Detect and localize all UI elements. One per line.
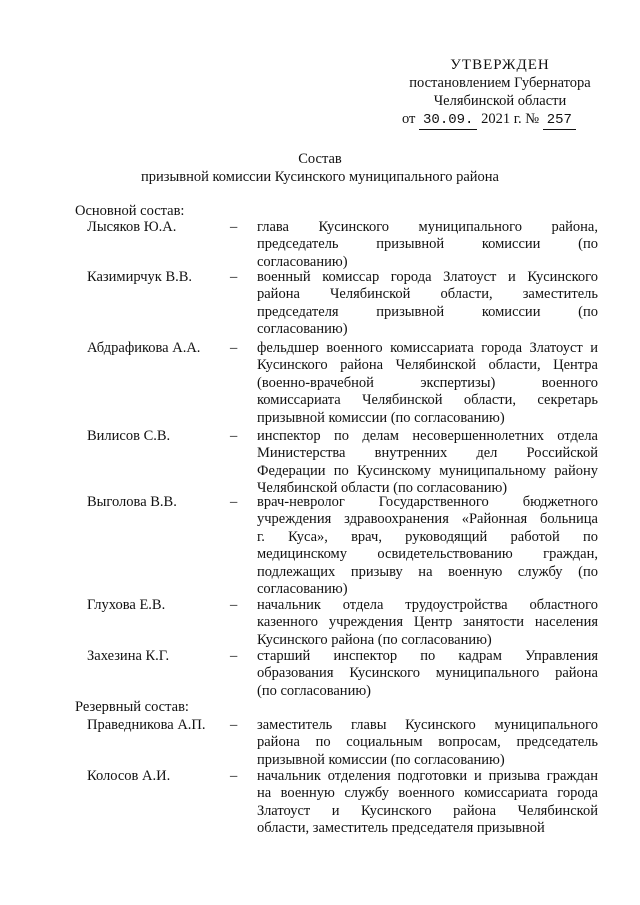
position-line: старший инспектор по кадрам Управления xyxy=(257,648,598,664)
position-line: образования Кусинского муниципального района xyxy=(257,665,598,682)
title-line-1: Состав xyxy=(298,151,342,167)
approval-year: 2021 г. № xyxy=(481,111,540,127)
position-line: на военную службу военного комиссариата города xyxy=(257,785,598,802)
dash-separator: – xyxy=(230,494,238,510)
member-position xyxy=(257,428,598,498)
position-line: (по согласованию) xyxy=(257,682,371,699)
member-position xyxy=(257,219,598,271)
approval-date: 30.09. xyxy=(419,111,477,130)
position-line: призывной комиссии (по согласованию) xyxy=(257,409,505,426)
position-line: Златоуст и Кусинского района Челябинской xyxy=(257,802,598,819)
position-line: казенного учреждения Центр занятости населения xyxy=(257,614,598,631)
position-line: г. Куса», врач, руководящий работой по xyxy=(257,528,598,545)
dash-separator: – xyxy=(230,648,238,664)
approval-number: 257 xyxy=(543,111,576,130)
member-name: Захезина К.Г. xyxy=(87,648,170,664)
position-line: начальник отделения подготовки и призыва граждан xyxy=(257,768,598,784)
position-line: заместитель главы Кусинского муниципального xyxy=(257,717,598,733)
dash-separator: – xyxy=(230,428,238,444)
member-position xyxy=(257,768,598,838)
title-line-2: призывной комиссии Кусинского муниципального района xyxy=(141,169,499,185)
position-line: инспектор по делам несовершеннолетних отдела xyxy=(257,428,598,444)
member-position xyxy=(257,494,598,598)
position-line: Министерства внутренних дел Российской xyxy=(257,445,598,462)
date-prefix: от xyxy=(402,111,416,127)
main-section-heading: Основной состав: xyxy=(75,203,185,219)
member-name: Глухова Е.В. xyxy=(87,597,166,613)
position-line: Челябинской области (по согласованию) xyxy=(257,480,508,497)
position-line: председатель призывной комиссии (по xyxy=(257,236,598,253)
position-line: Кусинского района (по согласованию) xyxy=(257,631,492,648)
position-line: согласованию) xyxy=(257,321,348,338)
approved-heading: УТВЕРЖДЕН xyxy=(450,57,550,73)
position-line: глава Кусинского муниципального района, xyxy=(257,219,598,235)
dash-separator: – xyxy=(230,597,238,613)
position-line: учреждения здравоохранения «Районная больница xyxy=(257,511,598,528)
position-line: согласованию) xyxy=(257,581,348,598)
position-line: подлежащих призыву на военную службу (по xyxy=(257,563,598,580)
position-line: района по социальным вопросам, председатель xyxy=(257,734,598,751)
position-line: медицинскому освидетельствованию граждан, xyxy=(257,546,598,563)
position-line: Федерации по Кусинскому муниципальному району xyxy=(257,462,598,479)
member-position xyxy=(257,648,598,700)
member-position xyxy=(257,717,598,769)
position-line: врач-невролог Государственного бюджетного xyxy=(257,494,598,510)
document-title xyxy=(0,150,640,186)
member-position xyxy=(257,340,598,427)
member-position xyxy=(257,597,598,649)
position-line: Кусинского района Челябинской области, Центра xyxy=(257,357,598,374)
member-name: Казимирчук В.В. xyxy=(87,269,193,285)
dash-separator: – xyxy=(230,269,238,285)
approval-block xyxy=(400,56,600,130)
position-line: согласованию) xyxy=(257,253,348,270)
dash-separator: – xyxy=(230,768,238,784)
position-line: призывной комиссии (по согласованию) xyxy=(257,751,505,768)
member-name: Выголова В.В. xyxy=(87,494,177,510)
position-line: председателя призывной комиссии (по xyxy=(257,303,598,320)
position-line: начальник отдела трудоустройства областного xyxy=(257,597,598,613)
dash-separator: – xyxy=(230,717,238,733)
position-line: военный комиссар города Златоуст и Кусинского xyxy=(257,269,598,285)
member-name: Вилисов С.В. xyxy=(87,428,171,444)
position-line: комиссариата Челябинской области, секретарь xyxy=(257,392,598,409)
approval-date-line xyxy=(400,110,600,130)
dash-separator: – xyxy=(230,340,238,356)
member-name: Колосов А.И. xyxy=(87,768,171,784)
member-name: Праведникова А.П. xyxy=(87,717,206,733)
member-name: Абдрафикова А.А. xyxy=(87,340,201,356)
position-line: района Челябинской области, заместитель xyxy=(257,286,598,303)
position-line: (военно-врачебной экспертизы) военного xyxy=(257,374,598,391)
dash-separator: – xyxy=(230,219,238,235)
approval-line-2: Челябинской области xyxy=(433,93,567,109)
approval-line-1: постановлением Губернатора xyxy=(409,75,591,91)
position-line: области, заместитель председателя призывной xyxy=(257,820,545,837)
member-name: Лысяков Ю.А. xyxy=(87,219,177,235)
reserve-section-heading: Резервный состав: xyxy=(75,699,189,715)
member-position xyxy=(257,269,598,339)
position-line: фельдшер военного комиссариата города Златоуст и xyxy=(257,340,598,356)
